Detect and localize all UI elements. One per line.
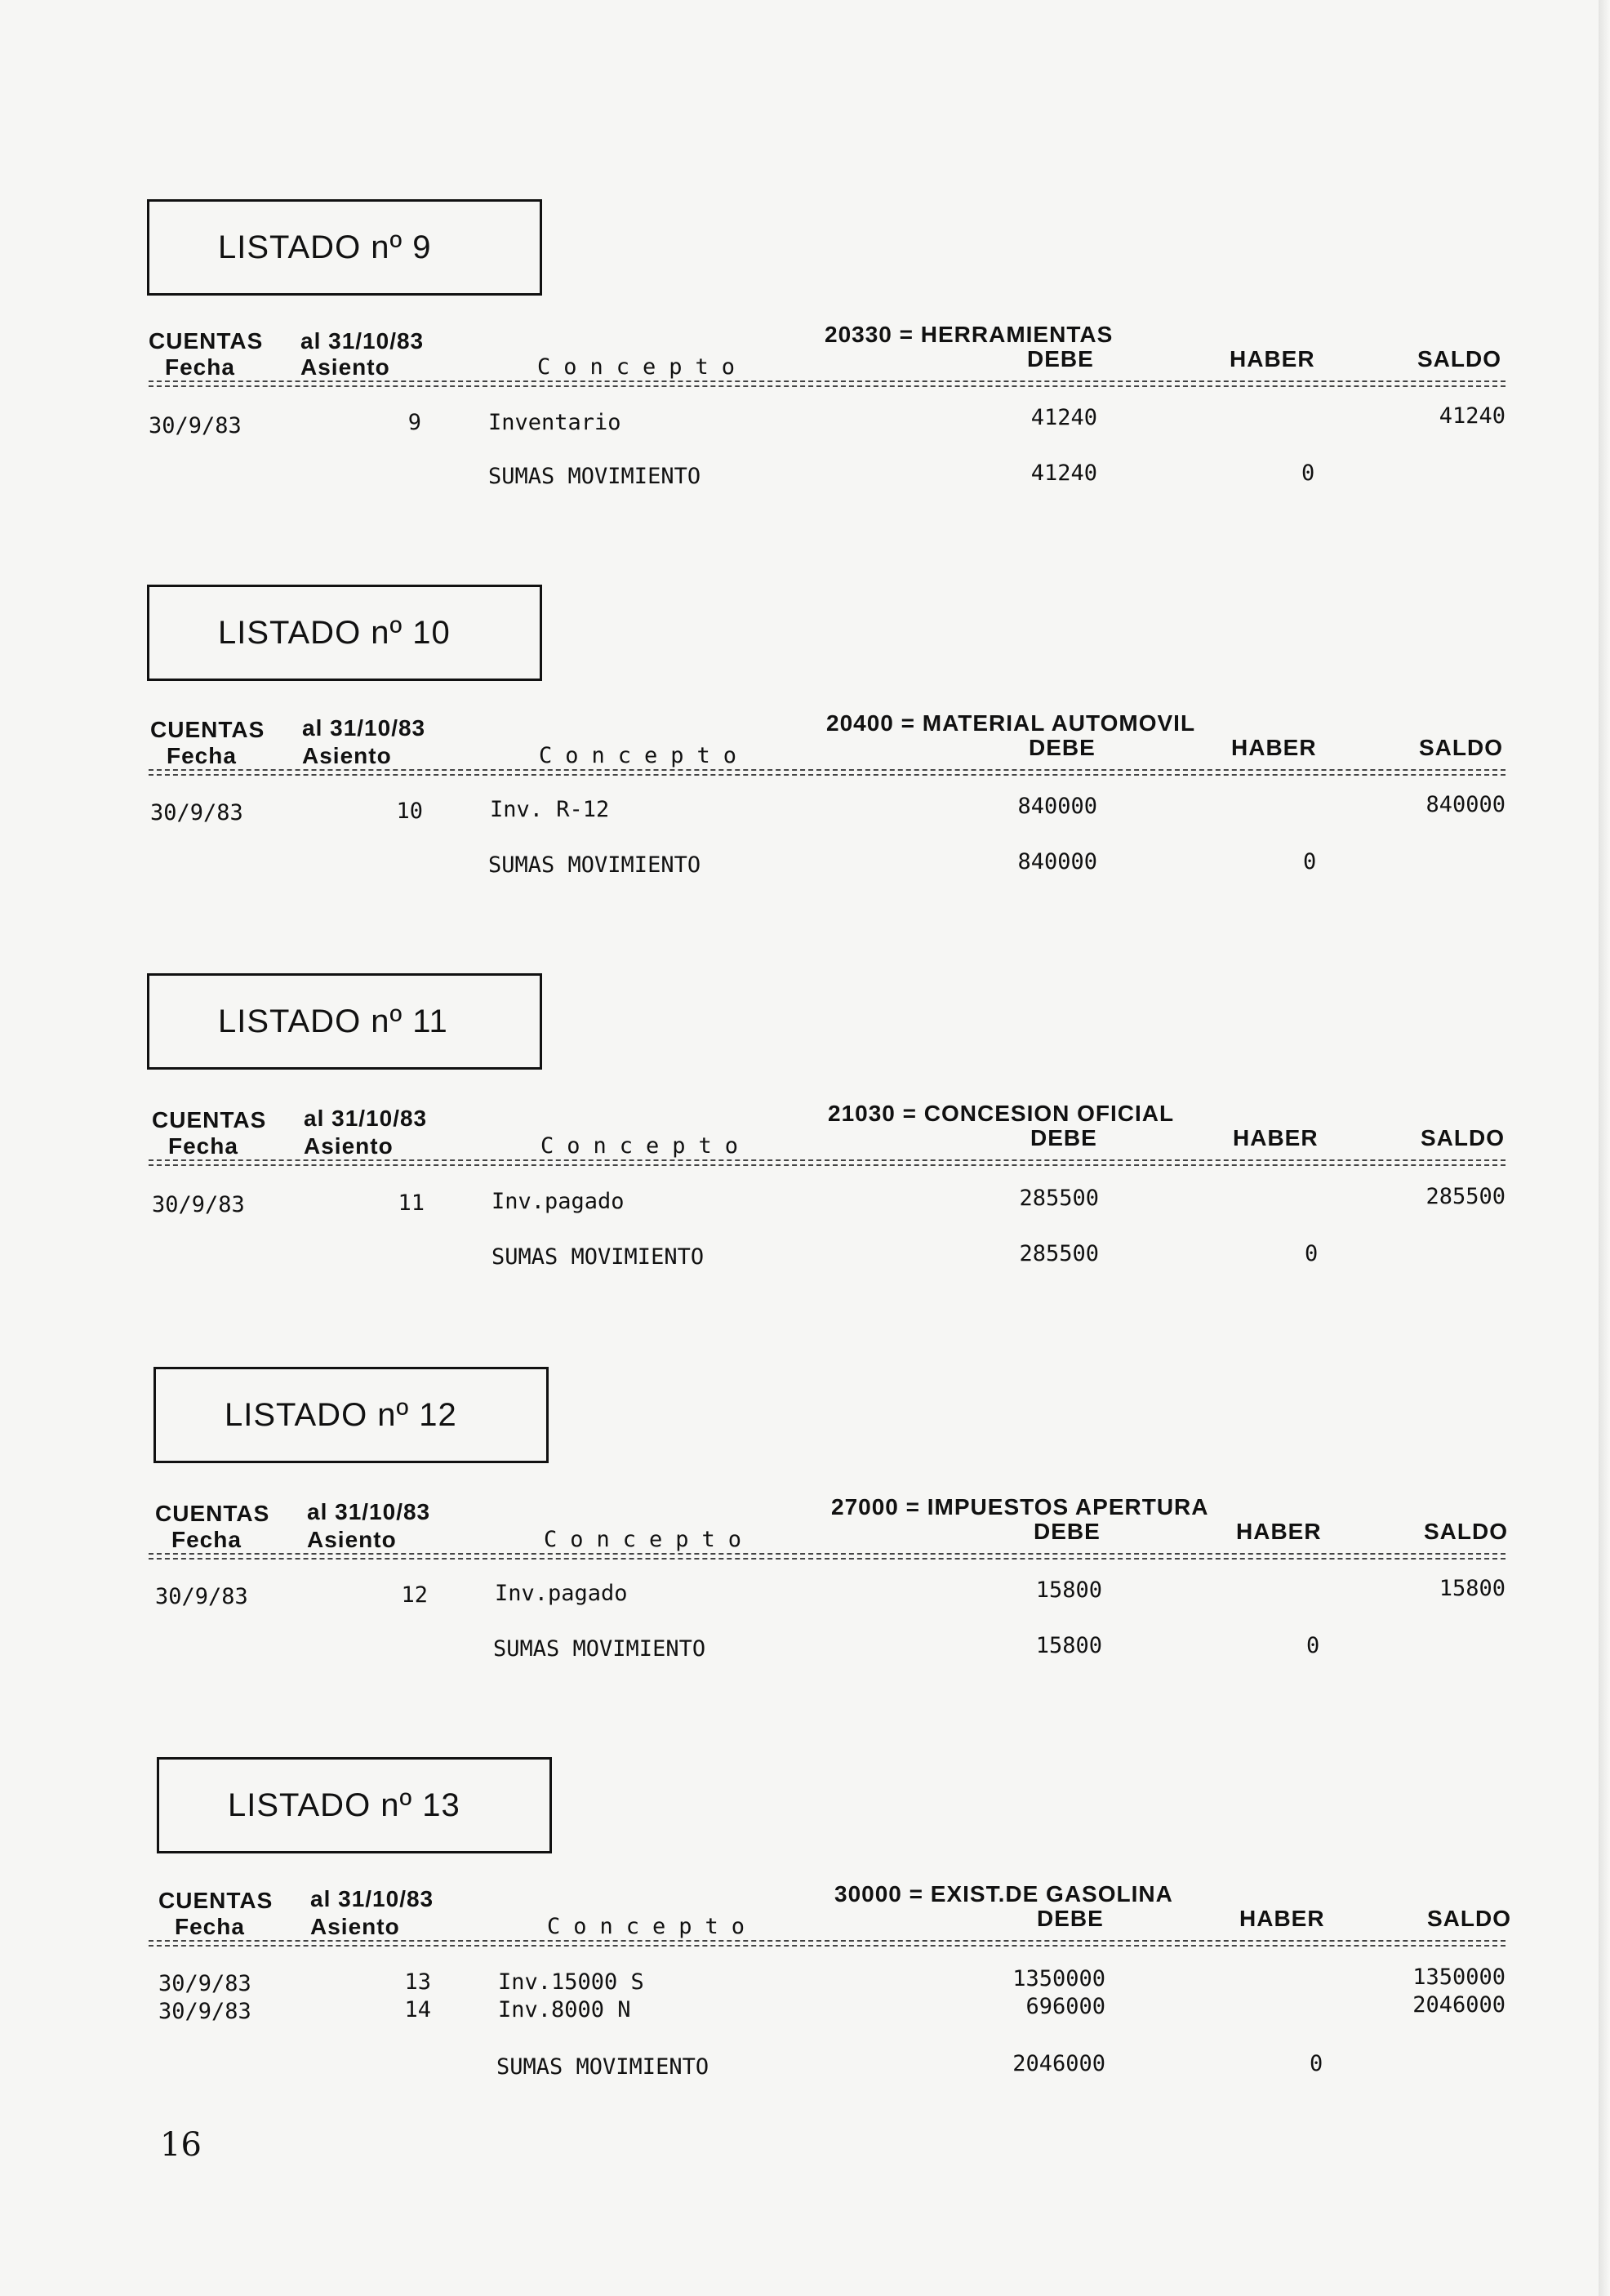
listado-section [0,585,1610,968]
header-fecha: Fecha [171,1527,242,1552]
row-concepto: Inv. R-12 [490,797,610,822]
cuenta-name: 20330 = HERRAMIENTAS [825,322,1114,347]
row-concepto: Inv.pagado [495,1581,628,1606]
row-concepto: Inv.15000 S [498,1969,644,1995]
sumas-debe: 15800 [1035,1633,1102,1658]
row-concepto: Inv.8000 N [498,1997,631,2022]
separator-rule [149,1940,1505,1947]
separator-rule [149,1553,1505,1560]
sumas-debe: 840000 [1017,849,1097,874]
header-debe: DEBE [1037,1906,1104,1931]
listado-title: LISTADO nº 11 [147,973,542,1070]
cuentas-label: CUENTAS [155,1501,270,1526]
row-debe: 696000 [1025,1994,1105,2019]
cuenta-name: 21030 = CONCESION OFICIAL [828,1101,1175,1126]
header-asiento: Asiento [300,354,390,380]
listado-title: LISTADO nº 12 [153,1367,549,1463]
header-saldo: SALDO [1419,735,1503,760]
header-asiento: Asiento [304,1133,394,1159]
row-fecha: 30/9/83 [158,1971,251,1996]
header-haber: HABER [1233,1125,1319,1150]
row-fecha: 30/9/83 [150,800,243,825]
row-debe: 15800 [1035,1577,1102,1603]
cuenta-name: 27000 = IMPUESTOS APERTURA [831,1494,1209,1520]
header-concepto: Concepto [540,1133,752,1159]
header-fecha: Fecha [167,743,237,768]
row-fecha: 30/9/83 [155,1584,248,1609]
row-asiento: 11 [398,1190,425,1216]
row-debe: 840000 [1017,794,1097,819]
listado-title: LISTADO nº 13 [157,1757,552,1853]
header-saldo: SALDO [1421,1125,1505,1150]
row-asiento: 12 [401,1582,428,1608]
row-fecha: 30/9/83 [152,1192,245,1217]
fecha-corte: al 31/10/83 [302,715,426,741]
listado-section [0,199,1610,583]
row-debe: 1350000 [1012,1966,1105,1991]
row-debe: 285500 [1019,1186,1099,1211]
row-concepto: Inv.pagado [491,1189,625,1214]
header-haber: HABER [1230,346,1315,372]
row-saldo: 15800 [1439,1576,1505,1601]
listado-title: LISTADO nº 9 [147,199,542,296]
listado-title: LISTADO nº 10 [147,585,542,681]
sumas-debe: 41240 [1030,461,1097,486]
sumas-debe: 285500 [1019,1241,1099,1266]
header-asiento: Asiento [310,1914,400,1939]
row-asiento: 14 [404,1997,431,2022]
listado-section [0,973,1610,1357]
header-debe: DEBE [1029,735,1096,760]
header-saldo: SALDO [1427,1906,1511,1931]
row-saldo: 840000 [1425,792,1505,817]
row-asiento: 13 [404,1969,431,1995]
fecha-corte: al 31/10/83 [304,1106,428,1131]
row-saldo: 2046000 [1412,1992,1505,2018]
header-asiento: Asiento [307,1527,397,1552]
sumas-label: SUMAS MOVIMIENTO [491,1244,705,1270]
row-saldo: 41240 [1439,403,1505,429]
sumas-label: SUMAS MOVIMIENTO [488,464,701,489]
fecha-corte: al 31/10/83 [307,1499,431,1524]
row-fecha: 30/9/83 [158,1999,251,2024]
separator-rule [149,1159,1505,1166]
sumas-haber: 0 [1306,1633,1320,1658]
row-debe: 41240 [1030,405,1097,430]
sumas-haber: 0 [1305,1241,1319,1266]
listado-section [0,1367,1610,1751]
header-haber: HABER [1231,735,1317,760]
row-asiento: 10 [396,799,423,824]
listado-section [0,1757,1610,2141]
sumas-haber: 0 [1303,849,1317,874]
fecha-corte: al 31/10/83 [310,1886,434,1911]
fecha-corte: al 31/10/83 [300,328,425,354]
header-fecha: Fecha [165,354,235,380]
header-concepto: Concepto [539,743,750,768]
cuentas-label: CUENTAS [152,1107,267,1132]
header-asiento: Asiento [302,743,392,768]
separator-rule [149,769,1505,776]
sumas-label: SUMAS MOVIMIENTO [488,852,701,878]
sumas-haber: 0 [1310,2051,1323,2076]
header-saldo: SALDO [1424,1519,1508,1544]
header-concepto: Concepto [537,354,749,380]
row-saldo: 1350000 [1412,1965,1505,1990]
page-number: 16 [160,2126,202,2164]
header-debe: DEBE [1027,346,1094,372]
sumas-debe: 2046000 [1012,2051,1105,2076]
header-fecha: Fecha [175,1914,245,1939]
header-concepto: Concepto [547,1914,758,1939]
cuenta-name: 30000 = EXIST.DE GASOLINA [834,1881,1173,1907]
header-debe: DEBE [1030,1125,1097,1150]
cuentas-label: CUENTAS [158,1888,274,1913]
sumas-label: SUMAS MOVIMIENTO [496,2054,709,2080]
cuenta-name: 20400 = MATERIAL AUTOMOVIL [826,710,1196,736]
sumas-label: SUMAS MOVIMIENTO [493,1636,706,1662]
header-saldo: SALDO [1417,346,1501,372]
header-haber: HABER [1239,1906,1325,1931]
header-haber: HABER [1236,1519,1322,1544]
sumas-haber: 0 [1301,461,1315,486]
row-saldo: 285500 [1425,1184,1505,1209]
row-concepto: Inventario [488,410,621,435]
row-asiento: 9 [407,410,421,435]
header-fecha: Fecha [168,1133,238,1159]
cuentas-label: CUENTAS [149,328,264,354]
cuentas-label: CUENTAS [150,717,265,742]
row-fecha: 30/9/83 [149,413,242,438]
header-debe: DEBE [1034,1519,1101,1544]
header-concepto: Concepto [544,1527,755,1552]
separator-rule [149,380,1505,387]
